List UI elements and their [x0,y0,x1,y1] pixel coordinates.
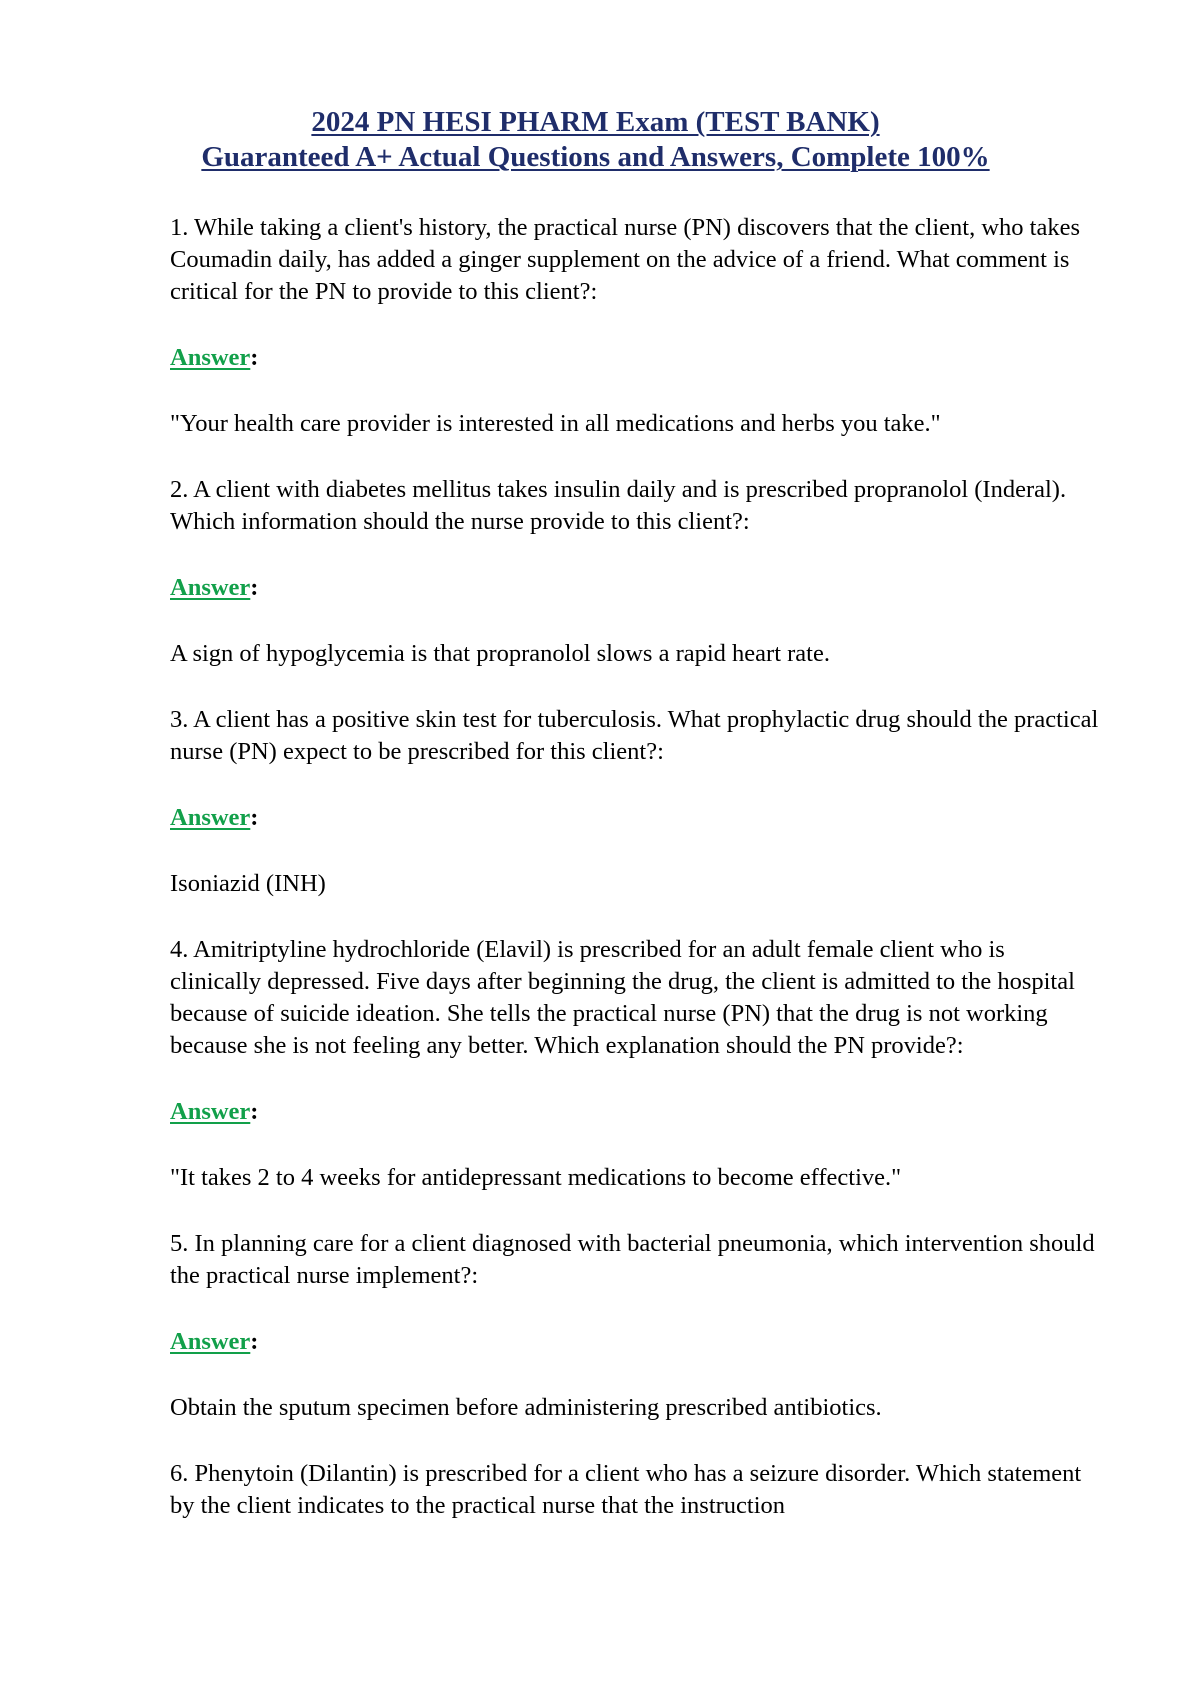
document-title [0,105,1191,175]
question-text: 2. A client with diabetes mellitus takes insulin daily and is prescribed propranolol (Inderal). Which information should the nurse provide to this client?: [170,476,1067,535]
title-line-2: Guaranteed A+ Actual Questions and Answers, Complete 100% [201,141,990,173]
qa-item [170,704,1100,900]
qa-item [170,474,1100,670]
answer-text: Obtain the sputum specimen before administering prescribed antibiotics. [170,1394,882,1421]
answer-label: Answer: [170,804,259,831]
question-text: 3. A client has a positive skin test for tuberculosis. What prophylactic drug should the practical nurse (PN) expect to be prescribed for this client?: [170,706,1099,765]
question-text: 5. In planning care for a client diagnosed with bacterial pneumonia, which intervention should the practical nurse implement?: [170,1230,1095,1289]
answer-label: Answer: [170,1098,259,1125]
answer-label: Answer: [170,344,259,371]
answer-text: A sign of hypoglycemia is that propranolol slows a rapid heart rate. [170,640,830,667]
question-text: 4. Amitriptyline hydrochloride (Elavil) is prescribed for an adult female client who is clinically depressed. Five days after beginning the drug, the client is admitted to the hospital because of suicide ideation. She tells the practical nurse (PN) that the drug is not working because she is not feeling any better. Which explanation should the PN provide?: [170,936,1075,1059]
answer-text: "It takes 2 to 4 weeks for antidepressant medications to become effective." [170,1164,902,1191]
qa-item [170,1228,1100,1424]
title-line-1: 2024 PN HESI PHARM Exam (TEST BANK) [311,106,880,138]
question-text: 6. Phenytoin (Dilantin) is prescribed for a client who has a seizure disorder. Which statement by the client indicates to the practical nurse that the instruction [170,1460,1082,1519]
answer-text: Isoniazid (INH) [170,870,326,897]
qa-item [170,934,1100,1194]
question-text: 1. While taking a client's history, the practical nurse (PN) discovers that the client, who takes Coumadin daily, has added a ginger supplement on the advice of a friend. What comment is critical for the PN to provide to this client?: [170,214,1080,305]
qa-list [170,212,1100,1522]
qa-item [170,1458,1100,1522]
answer-text: "Your health care provider is interested in all medications and herbs you take." [170,410,941,437]
answer-label: Answer: [170,1328,259,1355]
qa-item [170,212,1100,440]
answer-label: Answer: [170,574,259,601]
